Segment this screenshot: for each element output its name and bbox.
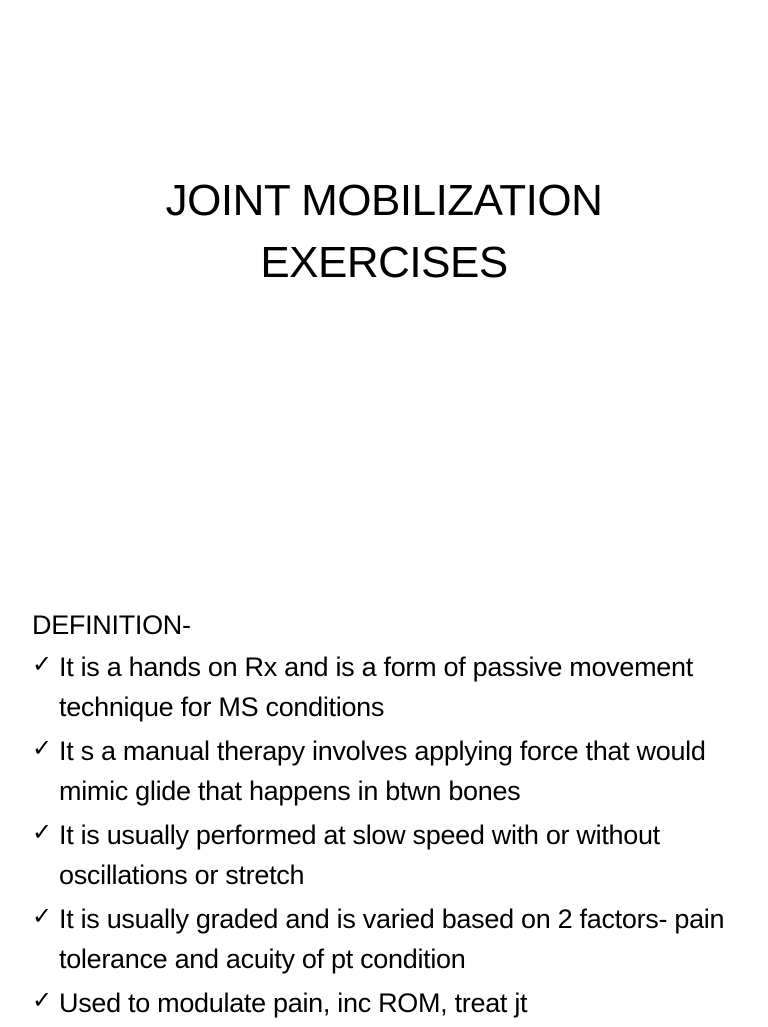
list-item [32, 983, 752, 1023]
bullet-text: It s a manual therapy involves applying force that would mimic glide that happens in btwn bones [59, 736, 706, 806]
definition-section [32, 605, 752, 1027]
list-item [32, 899, 752, 979]
check-icon: ✓ [32, 734, 52, 762]
definition-heading: DEFINITION- [32, 610, 191, 640]
bullet-text: Used to modulate pain, inc ROM, treat jt [59, 988, 528, 1018]
definition-bullet-list [32, 647, 752, 1023]
list-item [32, 815, 752, 895]
check-icon: ✓ [32, 986, 52, 1014]
bullet-text: It is usually graded and is varied based on 2 factors- pain tolerance and acuity of pt condition [59, 904, 725, 974]
check-icon: ✓ [32, 902, 52, 930]
bullet-text: It is usually performed at slow speed with or without oscillations or stretch [59, 820, 660, 890]
list-item [32, 731, 752, 811]
list-item [32, 647, 752, 727]
slide-title-line-1: JOINT MOBILIZATION [165, 176, 603, 225]
slide-title [60, 170, 708, 294]
bullet-text: It is a hands on Rx and is a form of passive movement technique for MS conditions [59, 652, 693, 722]
check-icon: ✓ [32, 818, 52, 846]
check-icon: ✓ [32, 650, 52, 678]
slide-title-line-2: EXERCISES [260, 238, 508, 287]
